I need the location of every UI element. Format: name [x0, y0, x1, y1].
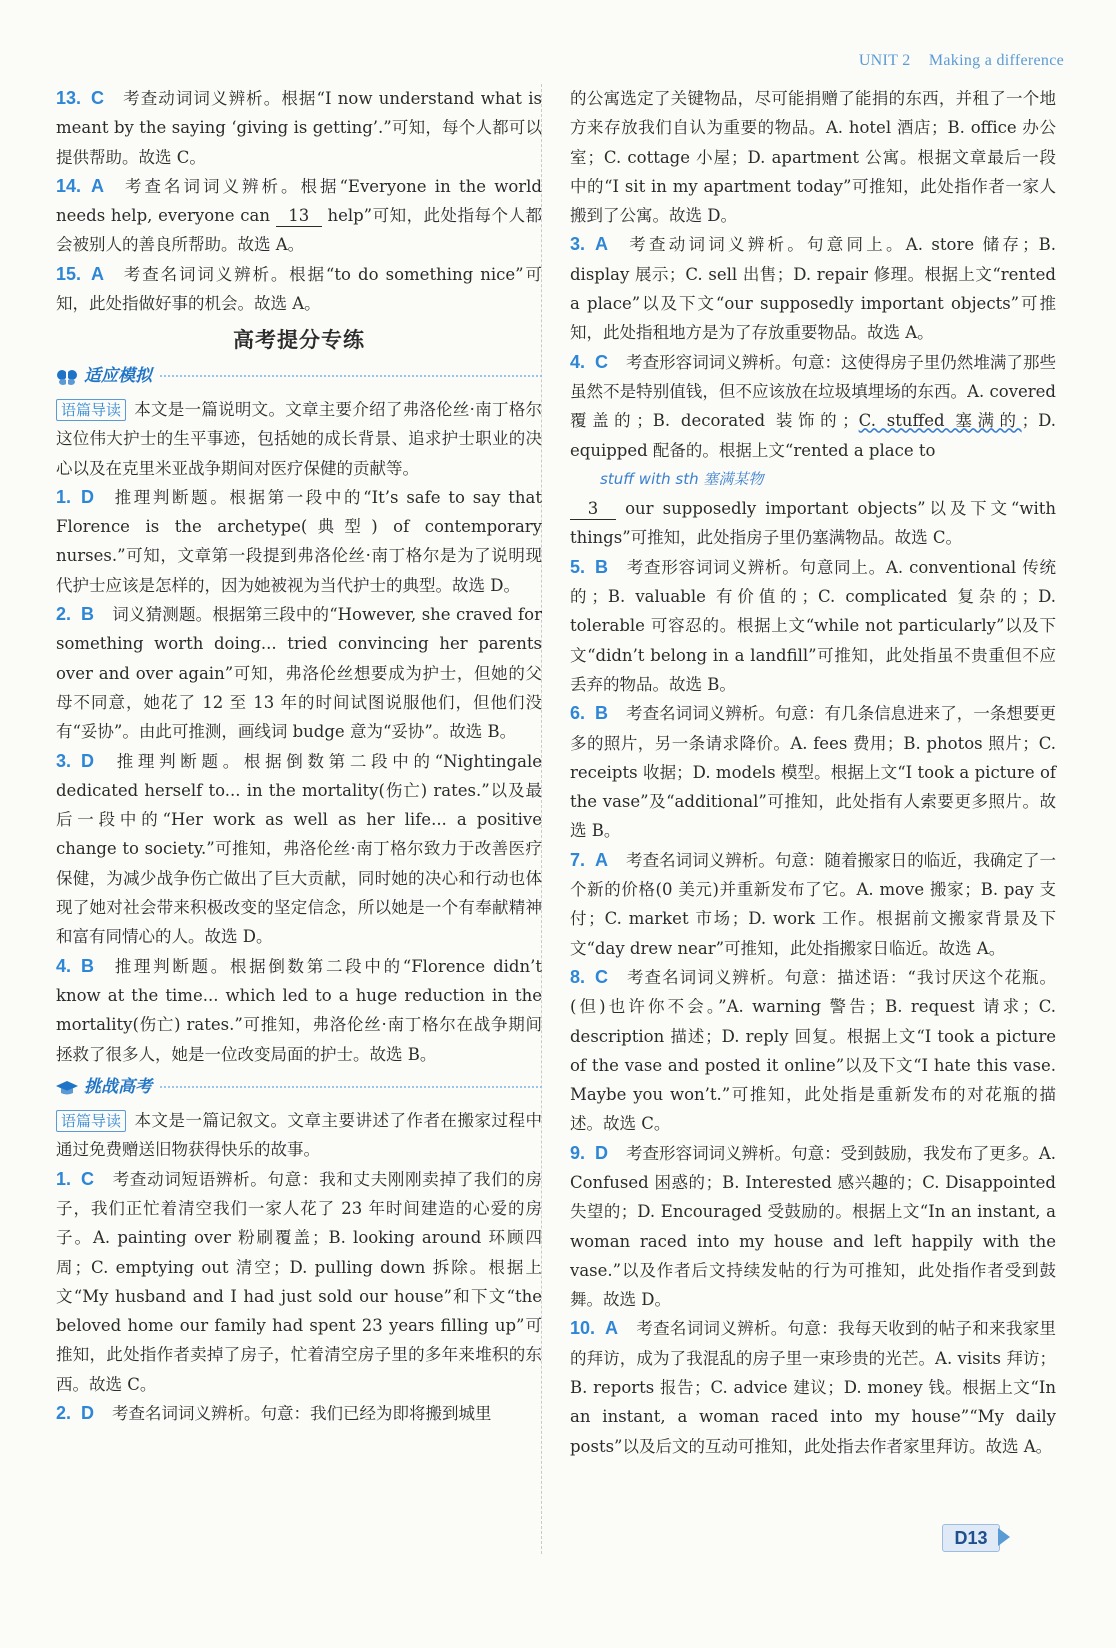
- page-header: [859, 52, 1064, 70]
- item-answer: A: [91, 263, 105, 284]
- item-explanation-end: our supposedly important objects”以及下文“with things”可推知，此处指房子里仍塞满物品。故选 C。: [570, 499, 1056, 548]
- answer-item-14: [56, 172, 542, 260]
- answer-item-13: [56, 84, 542, 172]
- answer-item-c1: [56, 1165, 542, 1399]
- answer-item-2: [56, 600, 542, 746]
- right-column: [570, 84, 1056, 1461]
- answer-item-c2: [56, 1399, 542, 1428]
- reading-guide-text: 本文是一篇记叙文。文章主要讲述了作者在搬家过程中通过免费赠送旧物获得快乐的故事。: [56, 1111, 542, 1160]
- item-answer: C: [595, 966, 609, 987]
- item-explanation: 的公寓选定了关键物品，尽可能捐赠了能捐的东西，并租了一个地方来存放我们自认为重要的物品。A. hotel 酒店；B. office 办公室；C. cottage 小屋；D. apartment 公寓。根据文章最后一段中的“I sit in my apartment today”可推知，此处指作者一家人搬到了公寓。故选 D。: [570, 89, 1056, 226]
- item-number: 6.: [570, 703, 586, 724]
- item-explanation: 考查名词词义辨析。句意：随着搬家日的临近，我确定了一个新的价格(0 美元)并重新发布了它。A. move 搬家；B. pay 支付；C. market 市场；D. work 工作。根据前文搬家背景及下文“day drew near”可推知，此处指搬家日临近。故选 A。: [570, 850, 1056, 958]
- item-answer: B: [595, 556, 609, 577]
- item-explanation-mid: ；D. equipped 配备的。根据上文“rented a place to: [570, 411, 1056, 460]
- item-answer: B: [81, 955, 95, 976]
- item-explanation: 考查动词词义辨析。根据“I now understand what is meant by the saying ‘giving is getting’.”可知，每个人都可以提供帮助。故选 C。: [56, 89, 542, 167]
- answer-item-c5: [570, 553, 1056, 699]
- item-explanation: 考查形容词词义辨析。句意同上。A. conventional 传统的；B. valuable 有价值的；C. complicated 复杂的；D. tolerable 可容忍的。根据上文“while not particularly”以及下文“didn’t belong in a landfill”可推知，此处指虽不贵重但不应丢弃的物品。故选 B。: [570, 557, 1056, 694]
- item-explanation: 考查名词词义辨析。句意：描述语：“我讨厌这个花瓶。(但)也许你不会。”A. warning 警告；B. request 请求；C. description 描述；D. reply 回复。根据上文“I took a picture of the vase and posted it online”以及下文“I hate this vase. Maybe you won’t.”可推知，此处指是重新发布的对花瓶的描述。故选 C。: [570, 967, 1056, 1134]
- answer-item-1: [56, 483, 542, 600]
- item-answer: C: [81, 1168, 95, 1189]
- answer-item-15: [56, 260, 542, 319]
- item-answer: C: [595, 351, 609, 372]
- unit-title: Making a difference: [928, 52, 1064, 69]
- dotted-rule: [160, 1086, 542, 1088]
- item-number: 4.: [56, 955, 72, 976]
- blank-number: 13: [276, 206, 322, 227]
- handwritten-note: stuff with sth 塞满某物: [600, 469, 764, 488]
- item-number: 4.: [570, 351, 586, 372]
- reading-guide-badge: 语篇导读: [56, 399, 126, 421]
- item-explanation: 考查形容词词义辨析。句意：受到鼓励，我发布了更多。A. Confused 困惑的；B. Interested 感兴趣的；C. Disappointed 失望的；D. Encouraged 受鼓励的。根据上文“In an instant, a woman raced into my house and left happily with the vase.”以及作者后文持续发帖的行为可推知，此处指作者受到鼓舞。故选 D。: [570, 1143, 1056, 1310]
- graduation-cap-icon: [56, 1078, 78, 1096]
- item-explanation: 推理判断题。根据倒数第二段中的“Florence didn’t know at the time... which led to a huge reduction in the mortality(伤亡) rates.”可推知，弗洛伦丝·南丁格尔在战争期间拯救了很多人，她是一位改变局面的护士。故选 B。: [56, 956, 542, 1064]
- item-explanation: 考查形容词词义辨析。句意：这使得房子里仍然堆满了那些虽然不是特别值钱，但不应该放在垃圾填埋场的东西。A. covered 覆盖的；B. decorated 装饰的；: [570, 352, 1056, 431]
- item-number: 2.: [56, 1403, 72, 1424]
- sub-heading-adaptive: [56, 362, 542, 391]
- answer-item-c6: [570, 699, 1056, 845]
- arrow-right-icon: [998, 1528, 1010, 1546]
- left-column: [56, 84, 542, 1428]
- answer-item-c8: [570, 963, 1056, 1139]
- reading-guide-badge: 语篇导读: [56, 1110, 126, 1132]
- dotted-rule: [160, 375, 542, 377]
- item-explanation: 考查名词词义辨析。句意：有几条信息进来了，一条想要更多的照片，另一条请求降价。A. fees 费用；B. photos 照片；C. receipts 收据；D. models 模型。根据上文“I took a picture of the vase”及“additional”可推知，此处指有人索要更多照片。故选 B。: [570, 704, 1056, 841]
- reading-guide-text: 本文是一篇说明文。文章主要介绍了弗洛伦丝·南丁格尔这位伟大护士的生平事迹，包括她的成长背景、追求护士职业的决心以及在克里米亚战争期间对医疗保健的贡献等。: [56, 399, 542, 478]
- item-answer: D: [81, 1403, 95, 1424]
- answer-item-c7: [570, 846, 1056, 963]
- item-number: 9.: [570, 1142, 586, 1163]
- highlighted-option: C. stuffed 塞满的: [858, 411, 1022, 431]
- item-answer: A: [91, 175, 105, 196]
- item-answer: A: [595, 849, 609, 870]
- answer-item-c9: [570, 1139, 1056, 1315]
- page-number: [942, 1522, 1014, 1552]
- item-number: 15.: [56, 263, 82, 284]
- item-answer: D: [595, 1142, 609, 1163]
- item-explanation: 考查动词短语辨析。句意：我和丈夫刚刚卖掉了我们的房子，我们正忙着清空我们一家人花了 23 年时间建造的心爱的房子。A. painting over 粉刷覆盖；B. looking around 环顾四周；C. emptying out 清空；D. pulling down 拆除。根据上文“My husband and I had just sold our house”和下文“the beloved home our family had spent 23 years filling up”可推知，此处指作者卖掉了房子，忙着清空房子里的多年来堆积的东西。故选 C。: [56, 1169, 542, 1394]
- butterfly-icon: [56, 367, 78, 385]
- item-explanation: 推理判断题。根据倒数第二段中的“Nightingale dedicated herself to... in the mortality(伤亡) rates.”以及最后一段中的“Her work as well as her life... a positive change to society.”可推知，弗洛伦丝·南丁格尔致力于改善医疗保健，为减少战争伤亡做出了巨大贡献，同时她的决心和行动也体现了她对社会带来积极改变的坚定信念，所以她是一个有奉献精神和富有同情心的人。故选 D。: [56, 751, 542, 947]
- sub-heading-label: 适应模拟: [84, 365, 152, 386]
- blank-number: 3: [570, 499, 616, 520]
- item-number: 5.: [570, 556, 586, 577]
- item-explanation-end: help”可知，此处指每个人都会被别人的善良所帮助。故选 A。: [56, 206, 542, 255]
- item-answer: D: [81, 750, 95, 771]
- answer-item-c4: [570, 348, 1056, 553]
- answer-item-4: [56, 952, 542, 1069]
- reading-guide-2: [56, 1106, 542, 1165]
- item-explanation: 考查名词词义辨析。句意：我每天收到的帖子和来我家里的拜访，成为了我混乱的房子里一束珍贵的光芒。A. visits 拜访；B. reports 报告；C. advice 建议；D. money 钱。根据上文“In an instant, a woman raced into my house”“My daily posts”以及后文的互动可推知，此处指去作者家里拜访。故选 A。: [570, 1319, 1056, 1456]
- item-explanation: 词义猜测题。根据第三段中的“However, she craved for something worth doing... tried convincing her parents over and over again”可知，弗洛伦丝想要成为护士，但她的父母不同意，她花了 12 至 13 年的时间试图说服他们，但他们没有“妥协”。由此可推测，画线词 budge 意为“妥协”。故选 B。: [56, 605, 542, 742]
- answer-item-c3: [570, 230, 1056, 347]
- page-number-label: D13: [942, 1524, 1000, 1552]
- item-number: 13.: [56, 88, 82, 108]
- item-explanation: 考查动词词义辨析。句意同上。A. store 储存；B. display 展示；C. sell 出售；D. repair 修理。根据上文“rented a place”以及下文“our supposedly important objects”可推知，此处指租地方是为了存放重要物品。故选 A。: [570, 235, 1056, 343]
- sub-heading-challenge: [56, 1073, 542, 1102]
- item-number: 1.: [56, 486, 72, 507]
- item-answer: A: [595, 234, 609, 255]
- item-explanation: 推理判断题。根据第一段中的“It’s safe to say that Florence is the archetype(典型) of contemporary nurses.”可知，文章第一段提到弗洛伦丝·南丁格尔是为了说明现代护士应该是怎样的，因为她被视为当代护士的典型。故选 D。: [56, 487, 542, 595]
- item-answer: B: [81, 604, 95, 625]
- item-explanation: 考查名词词义辨析。句意：我们已经为即将搬到城里: [112, 1404, 492, 1424]
- item-explanation: 考查名词词义辨析。根据“to do something nice”可知，此处指做好事的机会。故选 A。: [56, 264, 542, 314]
- item-number: 3.: [570, 234, 586, 255]
- section-title: 高考提分专练: [233, 328, 365, 353]
- unit-label: UNIT 2: [858, 52, 911, 69]
- reading-guide: [56, 395, 542, 483]
- item-answer: C: [91, 88, 105, 108]
- answer-item-3: [56, 747, 542, 952]
- item-number: 1.: [56, 1168, 72, 1189]
- item-number: 8.: [570, 966, 586, 987]
- item-answer: B: [595, 703, 609, 724]
- item-number: 10.: [570, 1318, 596, 1339]
- answer-item-c2-continued: [570, 84, 1056, 230]
- item-number: 3.: [56, 750, 72, 771]
- item-answer: A: [605, 1318, 619, 1339]
- item-explanation: 考查名词词义辨析。根据“Everyone in the world needs help, everyone can: [56, 176, 542, 226]
- item-number: 7.: [570, 849, 586, 870]
- item-answer: D: [81, 486, 95, 507]
- item-number: 2.: [56, 604, 72, 625]
- answer-item-c10: [570, 1314, 1056, 1460]
- item-number: 14.: [56, 175, 82, 196]
- sub-heading-label: 挑战高考: [84, 1076, 152, 1097]
